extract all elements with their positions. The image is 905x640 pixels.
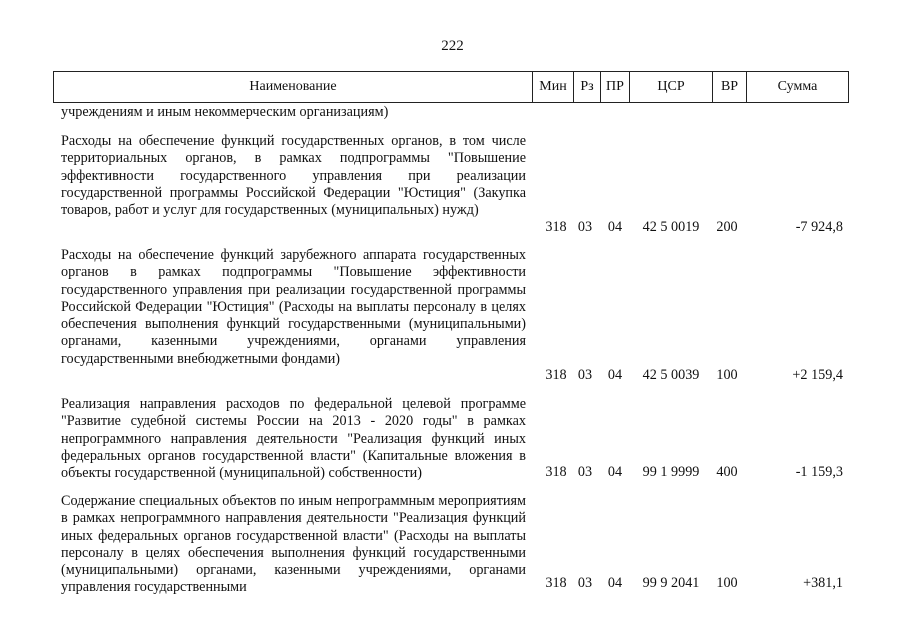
row-2-sum: +2 159,4	[792, 367, 843, 383]
row-4-csr: 99 9 2041	[642, 575, 700, 591]
row-4-min: 318	[545, 575, 567, 591]
continuation-line: учреждениям и иным некоммерческим организациям)	[61, 104, 389, 120]
row-1-min: 318	[545, 219, 567, 235]
column-header-name: Наименование	[249, 79, 337, 94]
column-header-rz: Рз	[573, 72, 600, 102]
row-2-csr: 42 5 0039	[642, 367, 700, 383]
row-3-rz: 03	[577, 464, 593, 480]
row-4-sum: +381,1	[803, 575, 843, 591]
page-number: 222	[441, 38, 464, 54]
row-4-pr: 04	[607, 575, 623, 591]
row-2-vr: 100	[716, 367, 738, 383]
row-4-rz: 03	[577, 575, 593, 591]
row-3-min: 318	[545, 464, 567, 480]
row-1-name: Расходы на обеспечение функций государственных органов, в том числе территориальных органов, в рамках подпрограммы "Повышение эффективности государственного управления при реализации государственной программы Российской Федерации "Юстиция" (Закупка товаров, работ и услуг для государственных (муниципальных) нужд)	[61, 133, 526, 219]
row-1-csr: 42 5 0019	[642, 219, 700, 235]
row-2-pr: 04	[607, 367, 623, 383]
column-header-pr: ПР	[600, 72, 629, 102]
row-1-pr: 04	[607, 219, 623, 235]
row-3-pr: 04	[607, 464, 623, 480]
column-header-sum: Сумма	[746, 72, 848, 102]
row-2-min: 318	[545, 367, 567, 383]
row-3-name: Реализация направления расходов по федеральной целевой программе "Развитие судебной системы России на 2013 - 2020 годы" в рамках непрограммного направления деятельности "Реализация функций иных федеральных органов государственной власти" (Капитальные вложения в объекты государственной (муниципальной) собственности)	[61, 396, 526, 482]
row-1-sum: -7 924,8	[795, 219, 843, 235]
table-header	[53, 71, 849, 103]
row-3-vr: 400	[716, 464, 738, 480]
row-2-name: Расходы на обеспечение функций зарубежного аппарата государственных органов в рамках подпрограммы "Повышение эффективности государственного управления при реализации государственной программы Российской Федерации "Юстиция" (Расходы на выплаты персоналу в целях обеспечения выполнения функций государственными (муниципальными) органами, казенными учреждениями, органами управления государственными внебюджетными фондами)	[61, 247, 526, 367]
column-header-min: Мин	[532, 72, 573, 102]
row-4-name: Содержание специальных объектов по иным непрограммным мероприятиям в рамках непрограммного направления деятельности "Реализация функций иных федеральных органов государственной власти" (Расходы на выплаты персоналу в целях обеспечения выполнения функций государственными (муниципальными) органами, казенными учреждениями, органами управления государственными	[61, 493, 526, 596]
column-header-csr: ЦСР	[629, 72, 712, 102]
row-2-rz: 03	[577, 367, 593, 383]
row-1-rz: 03	[577, 219, 593, 235]
column-header-vr: ВР	[712, 72, 746, 102]
row-3-sum: -1 159,3	[795, 464, 843, 480]
row-4-vr: 100	[716, 575, 738, 591]
row-1-vr: 200	[716, 219, 738, 235]
row-3-csr: 99 1 9999	[642, 464, 700, 480]
